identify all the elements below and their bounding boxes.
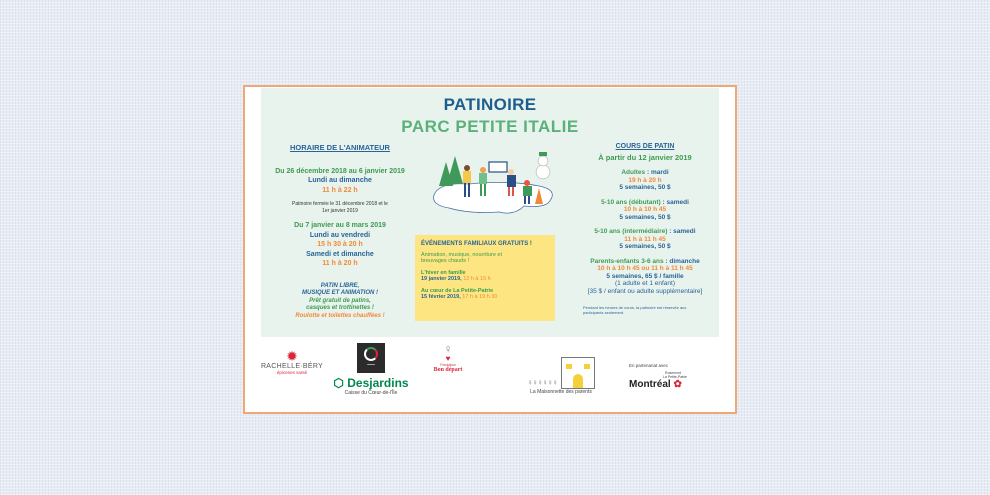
period1-hours: 11 h à 22 h xyxy=(322,186,358,194)
event1-date: 19 janvier 2019, xyxy=(421,276,462,282)
period1-days: Lundi au dimanche xyxy=(308,177,372,184)
event2-time: 17 h à 19 h 30 xyxy=(462,294,498,300)
period2-dates: Du 7 janvier au 8 mars 2019 xyxy=(294,222,386,229)
promo-line-3: Prêt gratuit de patins, xyxy=(309,297,371,304)
rachelle-bery-flower-icon: ✹ xyxy=(286,348,298,364)
event2-name: Au cœur de La Petite-Patrie xyxy=(421,287,494,294)
animator-header: HORAIRE DE L'ANIMATEUR xyxy=(290,143,390,152)
events-header: ÉVÉNEMENTS FAMILIAUX GRATUITS ! xyxy=(421,241,532,247)
closure-note-1: Patinoire fermée le 31 décembre 2018 et le xyxy=(292,201,388,207)
family-note-1: (1 adulte et 1 enfant) xyxy=(615,280,675,287)
events-description-2: breuvages chauds ! xyxy=(421,258,470,264)
promo-line-5: Roulotte et toilettes chauffées ! xyxy=(295,312,385,319)
event1-name: L'hiver en famille xyxy=(421,269,466,276)
promo-line-1: PATIN LIBRE, xyxy=(320,282,360,289)
lessons-header: COURS DE PATIN xyxy=(615,143,675,150)
castle-house-icon xyxy=(561,357,595,389)
period2-weekdays: Lundi au vendredi xyxy=(309,231,371,239)
promo-line-4: casques et trottinettes ! xyxy=(306,305,374,311)
sponsor-logos xyxy=(245,339,735,411)
promo-line-2: MUSIQUE ET ANIMATION ! xyxy=(302,290,378,296)
logo-bon-depart: ♀ ♥ Fondation Bon départ xyxy=(425,343,471,373)
lessons-start: À partir du 12 janvier 2019 xyxy=(598,152,692,162)
heart-icon: ♥ xyxy=(445,354,451,363)
course-parents-children: Parents-enfants 3-6 ans : dimanche 10 h à 10 h 45 ou 11 h à 11 h 45 5 semaines, 65 $ / famille (1 adulte et 1 enfant) [35 $ / enfant ou adulte supplémentaire] xyxy=(571,258,719,296)
events-description-1: Animation, musique, nourriture et xyxy=(421,251,503,258)
logo-desjardins: ⬡ Desjardins Caisse du Cœur-de-l'Île xyxy=(333,376,409,396)
poster-subtitle: PARC PETITE ITALIE xyxy=(401,117,579,136)
children-figures-icon: ♀♀♀♀♀♀ xyxy=(527,378,557,387)
skaters-illustration xyxy=(429,150,574,220)
poster-panel xyxy=(261,88,719,337)
period2-weekday-hours: 15 h 30 à 20 h xyxy=(317,241,363,248)
fine-print: Pendant les heures de cours, la patinoire est réservée aux participants seulement. xyxy=(583,305,687,315)
italy-map-icon xyxy=(364,347,378,361)
family-events-box xyxy=(415,235,555,321)
event1-time: 12 h à 15 h xyxy=(463,276,491,282)
bon-depart-figure-icon: ♀ xyxy=(443,342,453,356)
skating-lessons xyxy=(571,143,719,315)
montreal-rosette-icon: ✿ xyxy=(670,379,682,390)
logo-maisonnette: ♀♀♀♀♀♀ La Maisonnette des parents xyxy=(525,357,597,395)
course-beginner: 5-10 ans (débutant) : samedi 10 h à 10 h 45 5 semaines, 50 $ xyxy=(601,198,689,221)
event-poster xyxy=(243,85,737,414)
period1-dates: Du 26 décembre 2018 au 6 janvier 2019 xyxy=(275,167,405,175)
logo-rachelle-bery: ✹ RACHELLE·BÉRY épiceries santé xyxy=(257,349,327,375)
logo-montreal: En partenariat avec Rosemont La Petite-Patrie Montréal ✿ xyxy=(629,363,687,390)
event2-date: 15 février 2019, xyxy=(421,294,461,300)
period2-weekend: Samedi et dimanche xyxy=(306,250,374,258)
animator-schedule xyxy=(261,143,419,320)
course-intermediate: 5-10 ans (intermédiaire) : samedi 11 h à 11 h 45 5 semaines, 50 $ xyxy=(594,228,696,250)
poster-title: PATINOIRE xyxy=(443,95,537,114)
period2-weekend-hours: 11 h à 20 h xyxy=(322,260,358,267)
course-adults: Adultes : mardi 19 h à 20 h 5 semaines, 50 $ xyxy=(619,169,671,191)
desjardins-hexagon-icon: ⬡ xyxy=(333,376,344,390)
closure-note-2: 1er janvier 2019 xyxy=(322,208,358,214)
logo-italian-library: ▬▬▬ xyxy=(357,343,385,373)
family-note-2: [35 $ / enfant ou adulte supplémentaire] xyxy=(587,287,703,295)
